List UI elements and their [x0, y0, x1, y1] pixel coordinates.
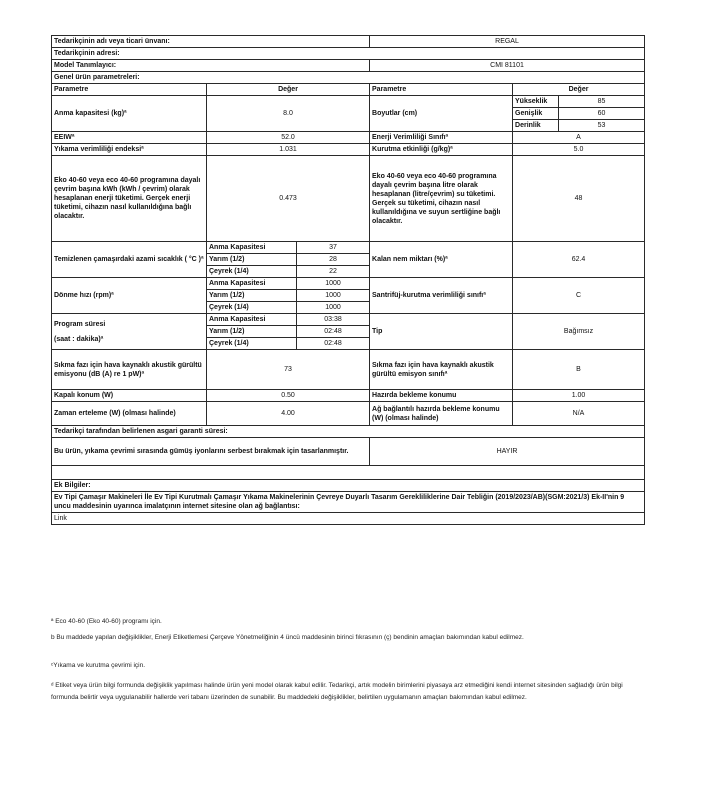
drying-eff-value: 5.0: [513, 144, 645, 156]
temp-value-rated: 37: [297, 242, 370, 254]
temp-value-quarter: 22: [297, 266, 370, 278]
value-header-left: Değer: [207, 84, 370, 96]
duration-value-rated: 03:38: [297, 314, 370, 326]
type-value: Bağımsız: [513, 314, 645, 350]
duration-capacity-rated: Anma Kapasitesi: [207, 314, 297, 326]
spin-capacity-half: Yarım (1/2): [207, 290, 297, 302]
product-info-sheet: [51, 35, 644, 525]
energy-cons-value: 0.473: [207, 156, 370, 242]
off-mode-row: [52, 390, 645, 402]
delay-row: [52, 402, 645, 426]
regulation-text: Ev Tipi Çamaşır Makineleri İle Ev Tipi Kurutmalı Çamaşır Yıkama Makinelerinin Çevreye Duyarlı Tasarım Gerekliliklerine Dair Tebliğin (2019/2023/AB)(SGM:2021/3) Ek-II'nin 9 uncu maddesinin uyarınca imalatçının internet sitesine olan ağ bağlantısı:: [52, 492, 645, 513]
rated-capacity-value: 8.0: [207, 96, 370, 132]
duration-value-quarter: 02:48: [297, 338, 370, 350]
residual-moisture-value: 62.4: [513, 242, 645, 278]
max-temp-label: Temizlenen çamaşırdaki azami sıcaklık ( °C )ª: [52, 242, 207, 278]
param-header-left: Parametre: [52, 84, 207, 96]
link-row: [52, 513, 645, 525]
energy-class-value: A: [513, 132, 645, 144]
extra-info-label: Ek Bilgiler:: [52, 480, 645, 492]
rated-capacity-label: Anma kapasitesi (kg)ª: [52, 96, 207, 132]
duration-row-1: [52, 314, 645, 326]
spin-capacity-quarter: Çeyrek (1/4): [207, 302, 297, 314]
depth-value: 53: [559, 120, 645, 132]
noise-class-value: B: [513, 350, 645, 390]
depth-label: Derinlik: [513, 120, 559, 132]
height-label: Yükseklik: [513, 96, 559, 108]
regulation-row: [52, 492, 645, 513]
width-label: Genişlik: [513, 108, 559, 120]
model-row: [52, 60, 645, 72]
spin-speed-label: Dönme hızı (rpm)ª: [52, 278, 207, 314]
spin-class-value: C: [513, 278, 645, 314]
general-params-row: [52, 72, 645, 84]
energy-cons-label: Eko 40-60 veya eco 40-60 programına dayalı çevrim başına kWh (kWh / çevrim) olarak hesaplanan enerji tüketimi. Gerçek enerji tüketimi, cihazın nasıl kullanıldığına bağlı olacaktır.: [52, 156, 207, 242]
temp-capacity-half: Yarım (1/2): [207, 254, 297, 266]
footnote-c: ᶜYıkama ve kurutma çevrimi için.: [51, 662, 146, 669]
height-value: 85: [559, 96, 645, 108]
supplier-name-value: REGAL: [370, 36, 645, 48]
noise-class-label: Sıkma fazı için hava kaynaklı akustik gürültü emisyon sınıfıª: [370, 350, 513, 390]
temp-capacity-quarter: Çeyrek (1/4): [207, 266, 297, 278]
washing-index-label: Yıkama verimliliği endeksiª: [52, 144, 207, 156]
spin-value-quarter: 1000: [297, 302, 370, 314]
washing-index-value: 1.031: [207, 144, 370, 156]
type-label: Tip: [370, 314, 513, 350]
eeiw-row: [52, 132, 645, 144]
supplier-name-row: [52, 36, 645, 48]
footnote-b: b Bu maddede yapılan değişiklikler, Enerji Etiketlemesi Çerçeve Yönetmeliğinin 4 üncü maddesinin birinci fıkrasının (ç) bendinin amaçları bakımından kabul edilmez.: [51, 634, 524, 641]
off-mode-value: 0.50: [207, 390, 370, 402]
header-row: [52, 84, 645, 96]
off-mode-label: Kapalı konum (W): [52, 390, 207, 402]
consumption-row: [52, 156, 645, 242]
warranty-row: [52, 426, 645, 438]
delay-start-label: Zaman erteleme (W) (olması halinde): [52, 402, 207, 426]
spin-value-rated: 1000: [297, 278, 370, 290]
duration-capacity-quarter: Çeyrek (1/4): [207, 338, 297, 350]
silver-ion-label: Bu ürün, yıkama çevrimi sırasında gümüş iyonlarını serbest bırakmak için tasarlanmıştır.: [52, 438, 370, 466]
eeiw-value: 52.0: [207, 132, 370, 144]
spacer-row: [52, 466, 645, 480]
silver-ion-row: [52, 438, 645, 466]
dimensions-label: Boyutlar (cm): [370, 96, 513, 132]
standby-label: Hazırda bekleme konumu: [370, 390, 513, 402]
footnote-a: ª Eco 40-60 (Eko 40-60) programı için.: [51, 618, 162, 625]
spin-row-1: [52, 278, 645, 290]
general-params-label: Genel ürün parametreleri:: [52, 72, 645, 84]
extra-info-row: [52, 480, 645, 492]
network-standby-label: Ağ bağlantılı hazırda bekleme konumu (W) (olması halinde): [370, 402, 513, 426]
program-duration-label: Program süresi: [54, 320, 106, 328]
width-value: 60: [559, 108, 645, 120]
temp-value-half: 28: [297, 254, 370, 266]
water-cons-value: 48: [513, 156, 645, 242]
spin-class-label: Santrifüj-kurutma verimliliği sınıfıª: [370, 278, 513, 314]
noise-label: Sıkma fazı için hava kaynaklı akustik gürültü emisyonu (dB (A) re 1 pW)ª: [52, 350, 207, 390]
temp-capacity-rated: Anma Kapasitesi: [207, 242, 297, 254]
warranty-label: Tedarikçi tarafından belirlenen asgari garanti süresi:: [52, 426, 645, 438]
energy-class-label: Enerji Verimliliği Sınıfıª: [370, 132, 513, 144]
link-label[interactable]: Link: [52, 513, 645, 525]
drying-eff-label: Kurutma etkinliği (g/kg)ª: [370, 144, 513, 156]
spin-capacity-rated: Anma Kapasitesi: [207, 278, 297, 290]
param-header-right: Parametre: [370, 84, 513, 96]
product-info-table: [51, 35, 645, 525]
spin-value-half: 1000: [297, 290, 370, 302]
network-standby-value: N/A: [513, 402, 645, 426]
program-duration-unit: (saat : dakika)ª: [54, 335, 104, 343]
supplier-address-label: Tedarikçinin adresi:: [52, 48, 645, 60]
temp-row-1: [52, 242, 645, 254]
footnote-d: ᵈ Etiket veya ürün bilgi formunda değişiklik yapılması halinde ürün yeni model olarak kabul edilir. Tedarikçi, artık modelin birimlerini piyasaya arz etmediğini kendi internet sitesinden sağladığı ürün bilgi formunda belirtir veya uygulanabilir hallerde veri tabanı üzerinden de sunabilir. Bu maddedeki değişiklikler, belirtilen uygulamanın amaçları bakımından kabul edilmez.: [51, 682, 623, 701]
program-duration-cell: [52, 314, 207, 350]
water-cons-label: Eko 40-60 veya eco 40-60 programına dayalı çevrim başına litre olarak hesaplanan (litre/çevrim) su tüketimi. Gerçek su tüketimi, cihazın nasıl kullanıldığına ve suyun sertliğine bağlı olacaktır.: [370, 156, 513, 242]
noise-row: [52, 350, 645, 390]
delay-start-value: 4.00: [207, 402, 370, 426]
value-header-right: Değer: [513, 84, 645, 96]
model-label: Model Tanımlayıcı:: [52, 60, 370, 72]
capacity-row-1: [52, 96, 645, 108]
supplier-name-label: Tedarikçinin adı veya ticari ünvanı:: [52, 36, 370, 48]
eeiw-label: EEIWª: [52, 132, 207, 144]
silver-ion-value: HAYIR: [370, 438, 645, 466]
washing-index-row: [52, 144, 645, 156]
supplier-address-row: [52, 48, 645, 60]
standby-value: 1.00: [513, 390, 645, 402]
noise-value: 73: [207, 350, 370, 390]
duration-capacity-half: Yarım (1/2): [207, 326, 297, 338]
spacer-cell: [52, 466, 645, 480]
residual-moisture-label: Kalan nem miktarı (%)ª: [370, 242, 513, 278]
model-value: CMI 81101: [370, 60, 645, 72]
duration-value-half: 02:48: [297, 326, 370, 338]
